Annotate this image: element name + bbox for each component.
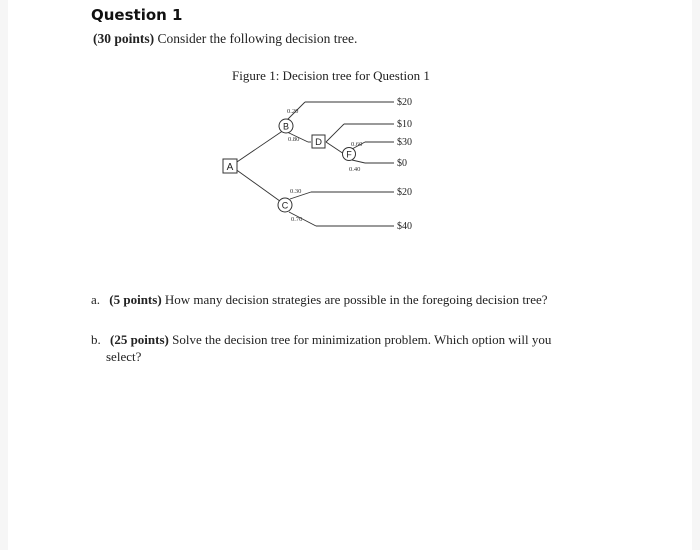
document-page: [8, 0, 692, 550]
question-intro-text: Consider the following decision tree.: [157, 31, 358, 46]
decision-tree-diagram: [8, 0, 692, 550]
part-b-text-continued: select?: [106, 349, 142, 364]
question-title: Question 1: [91, 6, 183, 24]
prob-f-down: 0.40: [349, 166, 361, 173]
part-b-text: Solve the decision tree for minimization problem. Which option will you: [172, 332, 552, 347]
edge-d-up: [326, 124, 344, 142]
edge-d-to-f: [326, 142, 344, 154]
payoff-label: $20: [397, 97, 412, 108]
part-a-label: a.: [91, 292, 101, 307]
part-a-text: How many decision strategies are possible in the foregoing decision tree?: [164, 292, 548, 307]
part-a-points: (5 points): [109, 292, 162, 307]
node-label-c: C: [281, 200, 289, 211]
node-label-b: B: [282, 121, 290, 132]
prob-c-down: 0.70: [291, 216, 303, 223]
payoff-label: $30: [397, 137, 412, 148]
edge-a-c: [231, 166, 284, 204]
payoff-label: $40: [397, 221, 412, 232]
question-points: (30 points): [93, 31, 155, 46]
part-b-points: (25 points): [110, 332, 169, 347]
part-a: [91, 291, 548, 308]
prob-b-up: 0.20: [287, 108, 299, 115]
edge-f-down: [352, 160, 365, 163]
prob-f-up: 0.60: [351, 141, 363, 148]
prob-c-up: 0.30: [290, 188, 302, 195]
node-label-d: D: [315, 137, 322, 148]
payoff-label: $10: [397, 119, 412, 130]
figure-caption: Figure 1: Decision tree for Question 1: [232, 68, 430, 83]
node-label-f: F: [346, 149, 352, 160]
part-b-label: b.: [91, 332, 101, 347]
edge-a-b: [231, 130, 284, 166]
prob-b-down: 0.80: [288, 136, 300, 143]
payoff-label: $0: [397, 158, 407, 169]
part-b: [91, 331, 611, 365]
payoff-label: $20: [397, 187, 412, 198]
node-label-a: A: [226, 162, 234, 173]
